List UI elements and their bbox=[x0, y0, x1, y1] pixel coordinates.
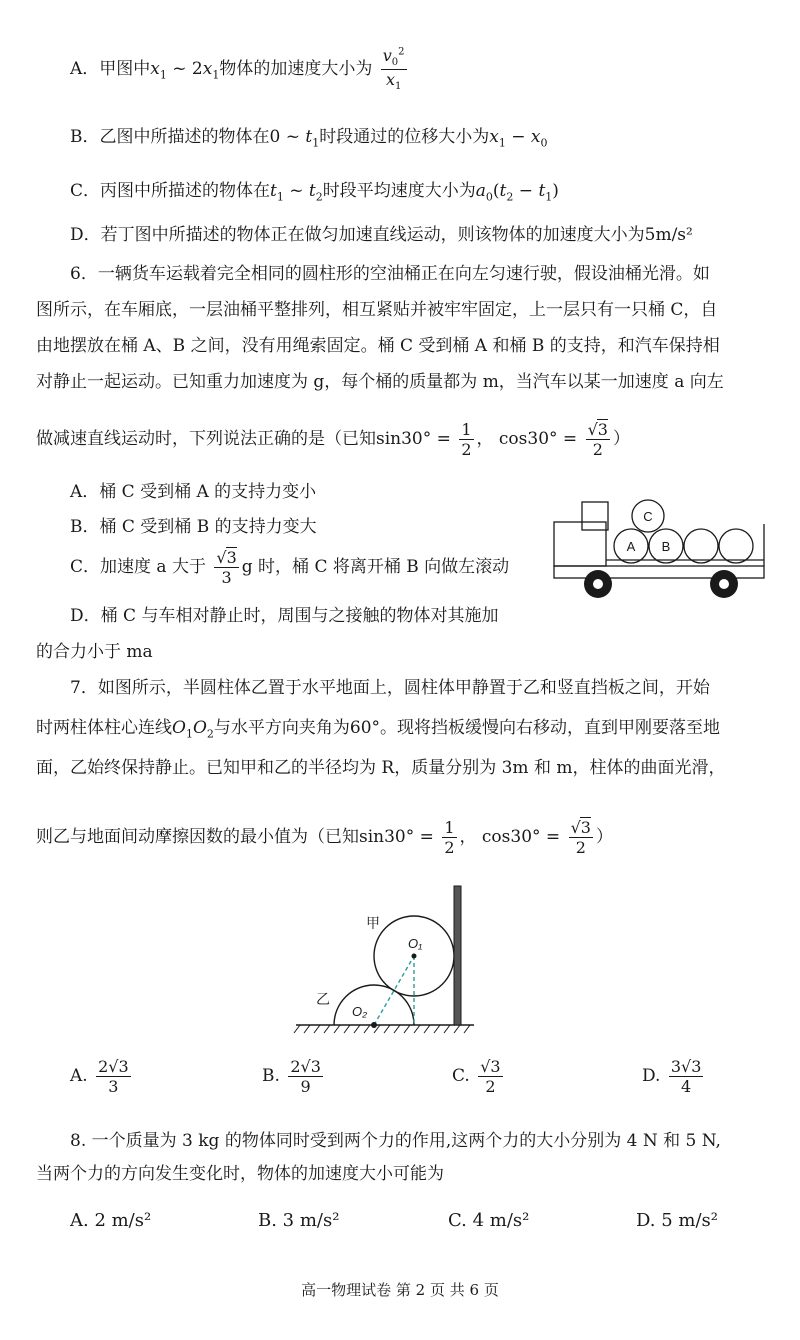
truck-cab bbox=[554, 522, 606, 566]
q8-stem-line-2: 当两个力的方向发生变化时，物体的加速度大小可能为 bbox=[36, 1164, 444, 1184]
cylinder-figure bbox=[290, 880, 490, 1040]
q6-option-d-line-2: 的合力小于 ma bbox=[36, 642, 153, 662]
q7-option-d: D. $\frac{3√3}{4}$ bbox=[642, 1057, 702, 1097]
half-cylinder-yi bbox=[334, 985, 414, 1025]
jia-label: 甲 bbox=[366, 915, 380, 931]
q8-option-d: D. 5 m/s² bbox=[636, 1210, 718, 1231]
q6-option-d-line-1: D．桶 C 与车相对静止时，周围与之接触的物体对其施加 bbox=[70, 606, 499, 626]
o2-point bbox=[371, 1022, 377, 1028]
o1-label: O₁ bbox=[408, 936, 423, 951]
q5-option-a: A．甲图中$x_1$ ~ $2x_1$物体的加速度大小为 $\frac{v_0^2}{x_1}$ bbox=[70, 46, 405, 93]
q6-stem-line-4: 对静止一起运动。已知重力加速度为 g，每个桶的质量都为 m，当汽车以某一加速度 a 向左 bbox=[36, 372, 724, 392]
v0-squared-over-x1-fraction: $\frac{v_0^2}{x_1}$ bbox=[382, 46, 405, 93]
q7-option-a: A. $\frac{2√3}{3}$ bbox=[70, 1057, 129, 1097]
barrel-5 bbox=[719, 529, 753, 563]
sqrt3-over-2-fraction: $\frac{√3}{2}$ bbox=[587, 420, 608, 460]
q6-option-a: A．桶 C 受到桶 A 的支持力变小 bbox=[70, 482, 317, 502]
page-footer: 高一物理试卷 第 2 页 共 6 页 bbox=[301, 1281, 499, 1299]
q5-option-b: B．乙图中所描述的物体在0 ~ $t_1$时段通过的位移大小为$x_1 - x_0$ bbox=[70, 127, 548, 150]
q6-stem-line-1: 6．一辆货车运载着完全相同的圆柱形的空油桶正在向左匀速行驶，假设油桶光滑。如 bbox=[70, 264, 710, 284]
q8-option-c: C. 4 m/s² bbox=[448, 1210, 530, 1231]
q5-option-d: D．若丁图中所描述的物体正在做匀加速直线运动，则该物体的加速度大小为5m/s² bbox=[70, 225, 693, 245]
q6-option-c: C．加速度 a 大于 $\frac{√3}{3}$ g 时，桶 C 将离开桶 B 向做左滚动 bbox=[70, 548, 510, 588]
o1-point bbox=[412, 954, 417, 959]
q6-option-b: B．桶 C 受到桶 B 的支持力变大 bbox=[70, 517, 317, 537]
q7-stem-line-2: 时两柱体柱心连线$O_1O_2$与水平方向夹角为60°。现将挡板缓慢向右移动，直到甲刚要落至地 bbox=[36, 718, 721, 741]
q8-option-b: B. 3 m/s² bbox=[258, 1210, 340, 1231]
q7-stem-line-3: 面，乙始终保持静止。已知甲和乙的半径均为 R，质量分别为 3m 和 m，柱体的曲面光滑， bbox=[36, 758, 726, 778]
one-half-fraction: $\frac{1}{2}$ bbox=[461, 420, 472, 460]
q7-stem-line-1: 7．如图所示，半圆柱体乙置于水平地面上，圆柱体甲静置于乙和竖直挡板之间，开始 bbox=[70, 678, 710, 698]
truck-cab-upper bbox=[582, 502, 608, 530]
sqrt3-over-2-fraction-q7: $\frac{√3}{2}$ bbox=[570, 818, 591, 858]
vertical-baffle bbox=[454, 886, 461, 1025]
q5-option-c: C．丙图中所描述的物体在$t_1$ ~ $t_2$时段平均速度大小为$a_0(t_2 - t_1)$ bbox=[70, 181, 559, 204]
barrel-c-label: C bbox=[643, 509, 653, 524]
q8-option-a: A. 2 m/s² bbox=[70, 1210, 152, 1231]
one-half-fraction-q7: $\frac{1}{2}$ bbox=[444, 818, 455, 858]
q6-stem-line-2: 图所示，在车厢底，一层油桶平整排列，相互紧贴并被牢牢固定，上一层只有一只桶 C，自 bbox=[36, 300, 718, 320]
barrel-4 bbox=[684, 529, 718, 563]
q7-option-c: C. $\frac{√3}{2}$ bbox=[452, 1057, 501, 1097]
yi-label: 乙 bbox=[316, 991, 330, 1007]
barrel-a-label: A bbox=[626, 539, 636, 554]
sqrt3-over-3-fraction: $\frac{√3}{3}$ bbox=[216, 548, 237, 588]
truck-figure bbox=[548, 496, 770, 608]
q8-stem-line-1: 8. 一个质量为 3 kg 的物体同时受到两个力的作用,这两个力的大小分别为 4 N 和 5 N, bbox=[70, 1131, 721, 1151]
barrel-b-label: B bbox=[661, 539, 671, 554]
q6-stem-line-3: 由地摆放在桶 A、B 之间，没有用绳索固定。桶 C 受到桶 A 和桶 B 的支持，和汽车保持相 bbox=[36, 336, 720, 356]
q6-stem-line-5: 做减速直线运动时，下列说法正确的是（已知sin30° = $\frac{1}{2}$ ， cos30° = $\frac{√3}{2}$ ） bbox=[36, 420, 630, 460]
q7-stem-line-4: 则乙与地面间动摩擦因数的最小值为（已知sin30° = $\frac{1}{2}$ ， cos30° = $\frac{√3}{2}$ ） bbox=[36, 818, 613, 858]
o2-label: O₂ bbox=[352, 1004, 368, 1019]
q7-option-b: B. $\frac{2√3}{9}$ bbox=[262, 1057, 321, 1097]
